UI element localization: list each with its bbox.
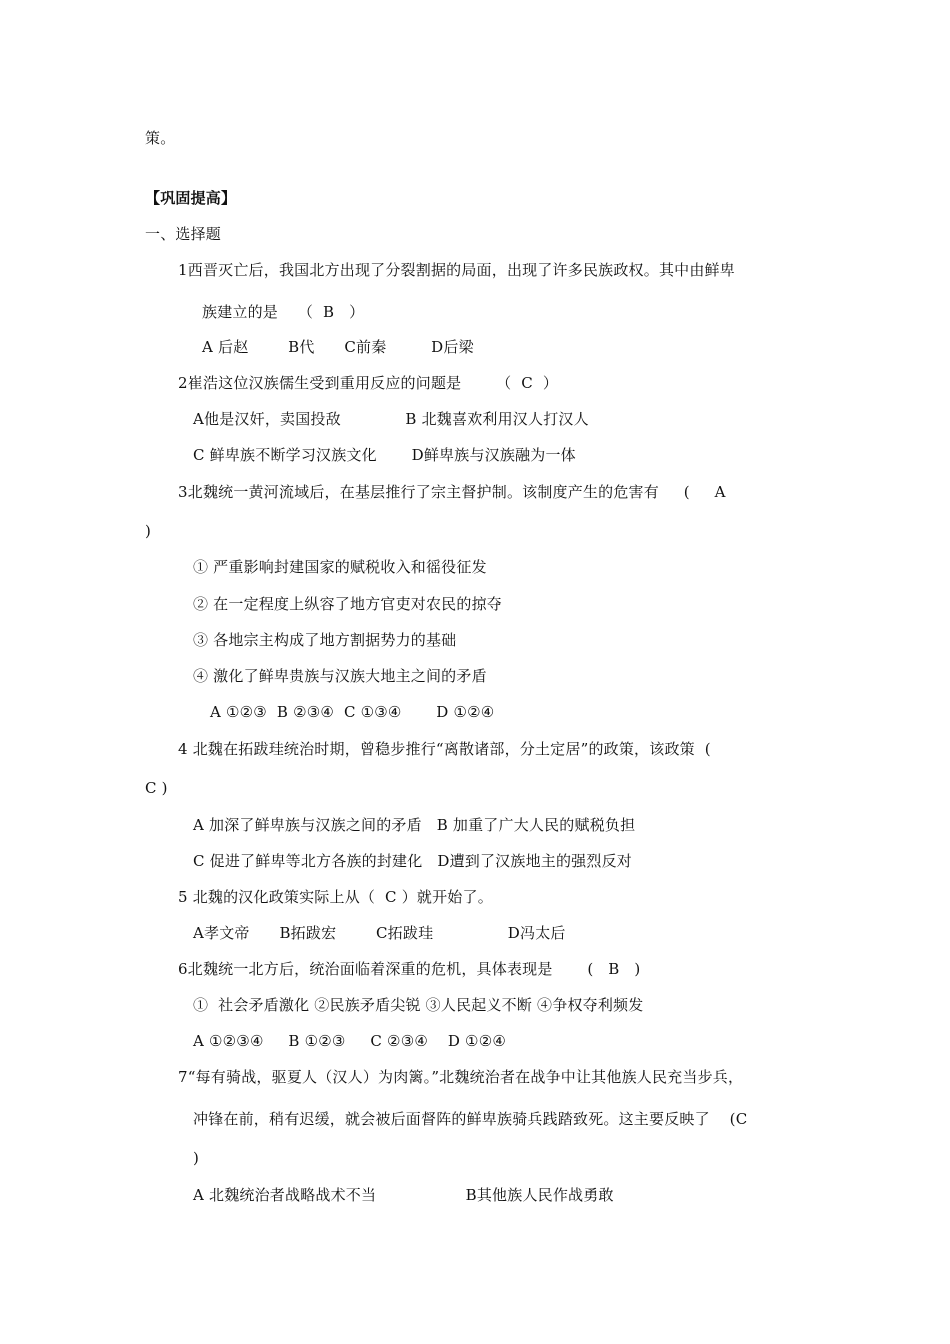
question-4-options-ab: A 加深了鲜卑族与汉族之间的矛盾 B 加重了广大人民的赋税负担 (193, 816, 636, 834)
question-4-options-cd: C 促进了鲜卑等北方各族的封建化 D遭到了汉族地主的强烈反对 (193, 852, 632, 870)
question-3-item-3: ③ 各地宗主构成了地方割据势力的基础 (193, 631, 457, 649)
question-7-cont-2: ) (193, 1149, 200, 1167)
question-6-items: ① 社会矛盾激化 ②民族矛盾尖锐 ③人民起义不断 ④争权夺利频发 (193, 996, 644, 1014)
question-1-cont: 族建立的是 （ B ） (202, 303, 365, 321)
question-2-options-ab: A他是汉奸，卖国投敌 B 北魏喜欢利用汉人打汉人 (193, 410, 589, 428)
question-3: 3北魏统一黄河流域后，在基层推行了宗主督护制。该制度产生的危害有 ( A (178, 483, 726, 501)
section-heading: 【巩固提高】 (145, 189, 237, 207)
question-7-options-ab: A 北魏统治者战略战术不当 B其他族人民作战勇敢 (193, 1186, 614, 1204)
question-4-cont: C ) (145, 779, 168, 797)
question-1: 1西晋灭亡后，我国北方出现了分裂割据的局面，出现了许多民族政权。其中由鲜卑 (178, 261, 735, 279)
question-2-options-cd: C 鲜卑族不断学习汉族文化 D鲜卑族与汉族融为一体 (193, 446, 576, 464)
question-3-item-4: ④ 激化了鲜卑贵族与汉族大地主之间的矛盾 (193, 667, 487, 685)
question-1-options: A 后赵 B代 C前秦 D后梁 (202, 338, 474, 356)
question-6: 6北魏统一北方后，统治面临着深重的危机，具体表现是 ( B ) (178, 960, 641, 978)
question-3-item-1: ① 严重影响封建国家的赋税收入和徭役征发 (193, 558, 487, 576)
question-7-cont: 冲锋在前，稍有迟缓，就会被后面督阵的鲜卑族骑兵践踏致死。这主要反映了 (C (193, 1110, 748, 1128)
question-3-item-2: ② 在一定程度上纵容了地方官吏对农民的掠夺 (193, 595, 502, 613)
question-5-options: A孝文帝 B拓跋宏 C拓跋珪 D冯太后 (193, 924, 566, 942)
question-2: 2崔浩这位汉族儒生受到重用反应的问题是 （ C ） (178, 374, 559, 392)
question-3-options: A ①②③ B ②③④ C ①③④ D ①②④ (210, 703, 495, 721)
question-4: 4 北魏在拓跋珪统治时期，曾稳步推行“离散诸部，分土定居”的政策，该政策 ( (178, 740, 711, 758)
question-6-options: A ①②③④ B ①②③ C ②③④ D ①②④ (193, 1032, 506, 1050)
question-7: 7“每有骑战，驱夏人（汉人）为肉篱。”北魏统治者在战争中让其他族人民充当步兵， (178, 1068, 744, 1086)
question-3-cont: ) (145, 522, 152, 540)
continuation-line: 策。 (145, 129, 176, 147)
subsection-title: 一、选择题 (145, 225, 222, 243)
question-5: 5 北魏的汉化政策实际上从（ C ）就开始了。 (178, 888, 493, 906)
